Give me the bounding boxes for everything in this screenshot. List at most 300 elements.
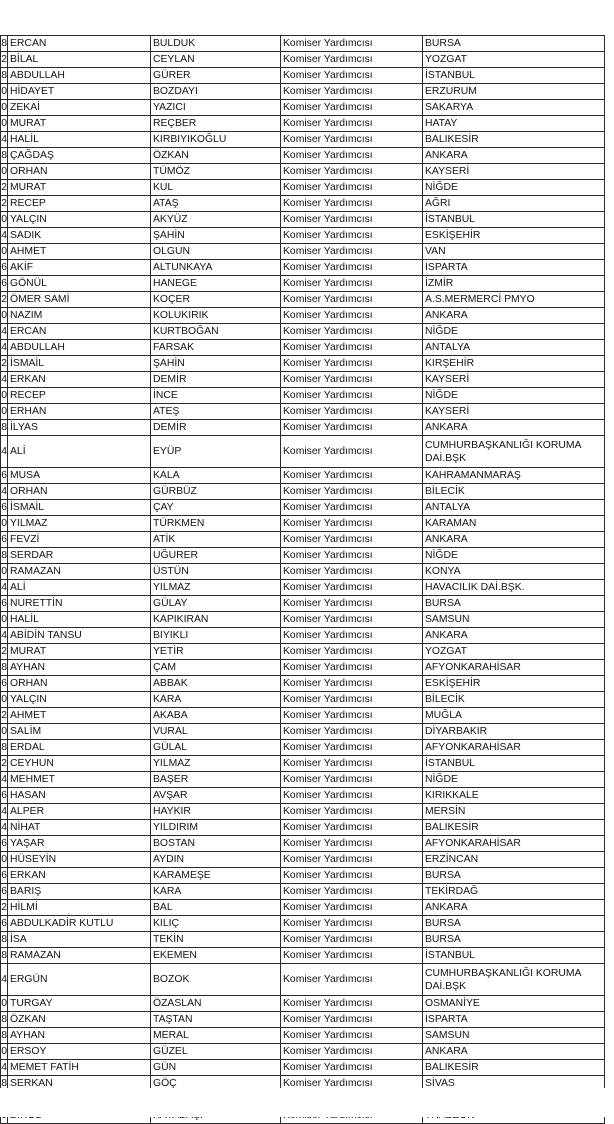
first-name-cell: ERDAL <box>8 740 151 756</box>
rank-cell: Komiser Yardımcısı <box>281 196 423 212</box>
assignment-cell: BİLECİK <box>423 484 605 500</box>
surname-cell: GÜZEL <box>151 1044 281 1060</box>
rank-cell: Komiser Yardımcısı <box>281 388 423 404</box>
rank-cell: Komiser Yardımcısı <box>281 932 423 948</box>
first-name-cell: İSA <box>8 932 151 948</box>
first-name-cell: ABDULKADİR KUTLU <box>8 916 151 932</box>
row-number-cell: 0 <box>1 692 8 708</box>
first-name-cell: İSMAİL <box>8 356 151 372</box>
table-row <box>1 100 605 116</box>
personnel-table <box>0 35 605 1124</box>
surname-cell: KILIÇ <box>151 916 281 932</box>
row-number-cell: 2 <box>1 900 8 916</box>
row-number-cell: 2 <box>1 52 8 68</box>
first-name-cell: ABDULLAH <box>8 340 151 356</box>
first-name-cell: RAMAZAN <box>8 564 151 580</box>
surname-cell: GÜRER <box>151 68 281 84</box>
rank-cell: Komiser Yardımcısı <box>281 308 423 324</box>
assignment-cell: İSTANBUL <box>423 756 605 772</box>
row-number-cell: 4 <box>1 964 8 996</box>
assignment-cell: ESKİŞEHİR <box>423 228 605 244</box>
assignment-cell: ANKARA <box>423 900 605 916</box>
surname-cell: AVŞAR <box>151 788 281 804</box>
row-number-cell: 2 <box>1 756 8 772</box>
rank-cell: Komiser Yardımcısı <box>281 1076 423 1092</box>
row-number-cell: 0 <box>1 724 8 740</box>
rank-cell: Komiser Yardımcısı <box>281 404 423 420</box>
row-number-cell: 4 <box>1 436 8 468</box>
table-row <box>1 740 605 756</box>
assignment-cell: KAYSERİ <box>423 372 605 388</box>
row-number-cell: 6 <box>1 532 8 548</box>
assignment-cell: ANTALYA <box>423 500 605 516</box>
table-row <box>1 756 605 772</box>
first-name-cell: NAZIM <box>8 308 151 324</box>
table-row <box>1 996 605 1012</box>
row-number-cell: 2 <box>1 196 8 212</box>
assignment-cell: İSTANBUL <box>423 212 605 228</box>
assignment-cell: İSTANBUL <box>423 68 605 84</box>
table-row <box>1 1028 605 1044</box>
table-row <box>1 276 605 292</box>
rank-cell: Komiser Yardımcısı <box>281 244 423 260</box>
rank-cell: Komiser Yardımcısı <box>281 948 423 964</box>
row-number-cell: 8 <box>1 740 8 756</box>
table-row <box>1 324 605 340</box>
row-number-cell: 2 <box>1 356 8 372</box>
row-number-cell: 2 <box>1 180 8 196</box>
first-name-cell: FEVZİ <box>8 532 151 548</box>
rank-cell: Komiser Yardımcısı <box>281 756 423 772</box>
table-row <box>1 948 605 964</box>
surname-cell: TÜMÖZ <box>151 164 281 180</box>
first-name-cell: AYHAN <box>8 1028 151 1044</box>
assignment-cell: YOZGAT <box>423 52 605 68</box>
rank-cell: Komiser Yardımcısı <box>281 436 423 468</box>
first-name-cell: AYHAN <box>8 660 151 676</box>
surname-cell: BOZOK <box>151 964 281 996</box>
row-number-cell: 6 <box>1 884 8 900</box>
surname-cell: EKEMEN <box>151 948 281 964</box>
first-name-cell: HALİL <box>8 132 151 148</box>
surname-cell: ŞAHİN <box>151 228 281 244</box>
first-name-cell: ORHAN <box>8 676 151 692</box>
surname-cell: TÜRKMEN <box>151 516 281 532</box>
surname-cell: FARSAK <box>151 340 281 356</box>
first-name-cell: ÖZKAN <box>8 1012 151 1028</box>
row-number-cell: 8 <box>1 148 8 164</box>
table-row <box>1 244 605 260</box>
assignment-cell: ANKARA <box>423 308 605 324</box>
surname-cell: ÖZKAN <box>151 148 281 164</box>
table-row <box>1 804 605 820</box>
table-row <box>1 68 605 84</box>
first-name-cell: ERGÜN <box>8 964 151 996</box>
first-name-cell: HÜSEYİN <box>8 852 151 868</box>
rank-cell: Komiser Yardımcısı <box>281 68 423 84</box>
assignment-cell: VAN <box>423 244 605 260</box>
rank-cell: Komiser Yardımcısı <box>281 868 423 884</box>
assignment-cell: BALIKESİR <box>423 820 605 836</box>
first-name-cell: MEMET FATİH <box>8 1060 151 1076</box>
row-number-cell: 6 <box>1 500 8 516</box>
surname-cell: BOSTAN <box>151 836 281 852</box>
row-number-cell: 6 <box>1 868 8 884</box>
surname-cell: DEMİR <box>151 372 281 388</box>
first-name-cell: HİDAYET <box>8 84 151 100</box>
surname-cell: KUL <box>151 180 281 196</box>
first-name-cell: HİLMİ <box>8 900 151 916</box>
assignment-cell: SİVAS <box>423 1076 605 1092</box>
rank-cell: Komiser Yardımcısı <box>281 628 423 644</box>
row-number-cell: 8 <box>1 548 8 564</box>
first-name-cell: ERSOY <box>8 1044 151 1060</box>
rank-cell: Komiser Yardımcısı <box>281 612 423 628</box>
rank-cell: Komiser Yardımcısı <box>281 1028 423 1044</box>
surname-cell: YILMAZ <box>151 580 281 596</box>
table-row <box>1 500 605 516</box>
row-number-cell: 8 <box>1 1028 8 1044</box>
first-name-cell: BİLAL <box>8 52 151 68</box>
row-number-cell: 0 <box>1 1044 8 1060</box>
rank-cell: Komiser Yardımcısı <box>281 356 423 372</box>
first-name-cell: RECEP <box>8 196 151 212</box>
rank-cell: Komiser Yardımcısı <box>281 1012 423 1028</box>
assignment-cell: A.S.MERMERCİ PMYO <box>423 292 605 308</box>
table-row <box>1 932 605 948</box>
assignment-cell: AFYONKARAHİSAR <box>423 660 605 676</box>
table-row <box>1 260 605 276</box>
surname-cell: YILMAZ <box>151 756 281 772</box>
table-row <box>1 676 605 692</box>
rank-cell: Komiser Yardımcısı <box>281 580 423 596</box>
row-number-cell: 0 <box>1 212 8 228</box>
first-name-cell: YAŞAR <box>8 836 151 852</box>
assignment-cell: DİYARBAKIR <box>423 724 605 740</box>
first-name-cell: ERKAN <box>8 372 151 388</box>
surname-cell: REÇBER <box>151 116 281 132</box>
surname-cell: AYDIN <box>151 852 281 868</box>
assignment-cell: BURSA <box>423 868 605 884</box>
table-row <box>1 660 605 676</box>
first-name-cell: ERHAN <box>8 404 151 420</box>
table-row <box>1 612 605 628</box>
first-name-cell: ALPER <box>8 804 151 820</box>
first-name-cell: YALÇIN <box>8 692 151 708</box>
surname-cell: GÜLAL <box>151 740 281 756</box>
table-row <box>1 420 605 436</box>
surname-cell: OLGUN <box>151 244 281 260</box>
surname-cell: TEKİN <box>151 932 281 948</box>
table-row <box>1 164 605 180</box>
surname-cell: ALTUNKAYA <box>151 260 281 276</box>
row-number-cell: 4 <box>1 372 8 388</box>
row-number-cell: 0 <box>1 116 8 132</box>
row-number-cell: 0 <box>1 404 8 420</box>
first-name-cell: HALİL <box>8 612 151 628</box>
rank-cell: Komiser Yardımcısı <box>281 148 423 164</box>
assignment-cell: ANKARA <box>423 420 605 436</box>
surname-cell: YAZICI <box>151 100 281 116</box>
table-row <box>1 628 605 644</box>
assignment-cell: ISPARTA <box>423 1012 605 1028</box>
assignment-cell: CUMHURBAŞKANLIĞI KORUMA DAİ.BŞK <box>423 436 605 468</box>
table-row <box>1 436 605 468</box>
surname-cell: DEMİR <box>151 420 281 436</box>
row-number-cell: 6 <box>1 836 8 852</box>
assignment-cell: MERSİN <box>423 804 605 820</box>
table-row <box>1 388 605 404</box>
first-name-cell: ERKAN <box>8 868 151 884</box>
first-name-cell: NURETTİN <box>8 596 151 612</box>
table-row <box>1 468 605 484</box>
rank-cell: Komiser Yardımcısı <box>281 36 423 52</box>
surname-cell: İNCE <box>151 388 281 404</box>
assignment-cell: YOZGAT <box>423 644 605 660</box>
assignment-cell: NİĞDE <box>423 548 605 564</box>
row-number-cell: 4 <box>1 628 8 644</box>
assignment-cell: AĞRI <box>423 196 605 212</box>
table-row <box>1 532 605 548</box>
rank-cell: Komiser Yardımcısı <box>281 676 423 692</box>
surname-cell: ÖZASLAN <box>151 996 281 1012</box>
row-number-cell: 0 <box>1 516 8 532</box>
surname-cell: MERAL <box>151 1028 281 1044</box>
rank-cell: Komiser Yardımcısı <box>281 180 423 196</box>
assignment-cell: BALIKESİR <box>423 132 605 148</box>
assignment-cell: KARAMAN <box>423 516 605 532</box>
table-row <box>1 868 605 884</box>
table-row <box>1 196 605 212</box>
table-row <box>1 212 605 228</box>
surname-cell: VURAL <box>151 724 281 740</box>
first-name-cell: ZEKAİ <box>8 100 151 116</box>
rank-cell: Komiser Yardımcısı <box>281 228 423 244</box>
rank-cell: Komiser Yardımcısı <box>281 852 423 868</box>
table-row <box>1 852 605 868</box>
row-number-cell: 4 <box>1 324 8 340</box>
row-number-cell: 8 <box>1 1012 8 1028</box>
row-number-cell: 2 <box>1 708 8 724</box>
row-number-cell: 4 <box>1 804 8 820</box>
table-row <box>1 340 605 356</box>
rank-cell: Komiser Yardımcısı <box>281 532 423 548</box>
assignment-cell: HATAY <box>423 116 605 132</box>
surname-cell: GÖÇ <box>151 1076 281 1092</box>
first-name-cell: ORHAN <box>8 484 151 500</box>
assignment-cell: BURSA <box>423 36 605 52</box>
surname-cell: ABBAK <box>151 676 281 692</box>
first-name-cell: SADIK <box>8 228 151 244</box>
surname-cell: UĞURER <box>151 548 281 564</box>
row-number-cell: 6 <box>1 468 8 484</box>
assignment-cell: SAMSUN <box>423 1028 605 1044</box>
row-number-cell: 6 <box>1 260 8 276</box>
first-name-cell: AKİF <box>8 260 151 276</box>
assignment-cell: NİĞDE <box>423 772 605 788</box>
assignment-cell: BURSA <box>423 916 605 932</box>
row-number-cell: 0 <box>1 100 8 116</box>
table-row <box>1 708 605 724</box>
table-row <box>1 836 605 852</box>
table-row <box>1 564 605 580</box>
row-number-cell: 2 <box>1 292 8 308</box>
rank-cell: Komiser Yardımcısı <box>281 708 423 724</box>
rank-cell: Komiser Yardımcısı <box>281 660 423 676</box>
surname-cell: BAL <box>151 900 281 916</box>
assignment-cell: ANKARA <box>423 628 605 644</box>
table-row <box>1 132 605 148</box>
surname-cell: GÜRBÜZ <box>151 484 281 500</box>
rank-cell: Komiser Yardımcısı <box>281 468 423 484</box>
first-name-cell: SERKAN <box>8 1076 151 1092</box>
rank-cell: Komiser Yardımcısı <box>281 644 423 660</box>
row-number-cell: 4 <box>1 228 8 244</box>
first-name-cell: MURAT <box>8 180 151 196</box>
row-number-cell: 4 <box>1 1060 8 1076</box>
surname-cell: KURTBOĞAN <box>151 324 281 340</box>
table-row <box>1 644 605 660</box>
first-name-cell: TURGAY <box>8 996 151 1012</box>
first-name-cell: İSMAİL <box>8 500 151 516</box>
table-row <box>1 548 605 564</box>
row-number-cell: 6 <box>1 916 8 932</box>
row-number-cell: 0 <box>1 164 8 180</box>
surname-cell: AKYÜZ <box>151 212 281 228</box>
first-name-cell: ÖMER SAMİ <box>8 292 151 308</box>
row-number-cell: 4 <box>1 580 8 596</box>
first-name-cell: SERDAR <box>8 548 151 564</box>
row-number-cell: 6 <box>1 676 8 692</box>
first-name-cell: YALÇIN <box>8 212 151 228</box>
table-row <box>1 84 605 100</box>
first-name-cell: ABİDİN TANSU <box>8 628 151 644</box>
table-row <box>1 788 605 804</box>
rank-cell: Komiser Yardımcısı <box>281 740 423 756</box>
rank-cell: Komiser Yardımcısı <box>281 820 423 836</box>
surname-cell: BULDUK <box>151 36 281 52</box>
assignment-cell: TEKİRDAĞ <box>423 884 605 900</box>
table-row <box>1 580 605 596</box>
row-number-cell: 4 <box>1 772 8 788</box>
rank-cell: Komiser Yardımcısı <box>281 340 423 356</box>
table-row <box>1 116 605 132</box>
assignment-cell: BURSA <box>423 596 605 612</box>
assignment-cell: OSMANİYE <box>423 996 605 1012</box>
assignment-cell: SAKARYA <box>423 100 605 116</box>
first-name-cell: RECEP <box>8 388 151 404</box>
assignment-cell: ESKİŞEHİR <box>423 676 605 692</box>
surname-cell: EYÜP <box>151 436 281 468</box>
first-name-cell: MURAT <box>8 116 151 132</box>
first-name-cell: MURAT <box>8 644 151 660</box>
assignment-cell: MUĞLA <box>423 708 605 724</box>
assignment-cell: KAYSERİ <box>423 164 605 180</box>
rank-cell: Komiser Yardımcısı <box>281 836 423 852</box>
row-number-cell: 0 <box>1 852 8 868</box>
first-name-cell: MUSA <box>8 468 151 484</box>
surname-cell: KIRBIYIKOĞLU <box>151 132 281 148</box>
rank-cell: Komiser Yardımcısı <box>281 324 423 340</box>
table-row <box>1 884 605 900</box>
assignment-cell: BİLECİK <box>423 692 605 708</box>
table-row <box>1 1060 605 1076</box>
surname-cell: YILDIRIM <box>151 820 281 836</box>
surname-cell: TAŞTAN <box>151 1012 281 1028</box>
surname-cell: AKABA <box>151 708 281 724</box>
table-row <box>1 596 605 612</box>
assignment-cell: AFYONKARAHİSAR <box>423 740 605 756</box>
assignment-cell: KIRIKKALE <box>423 788 605 804</box>
first-name-cell: BARIŞ <box>8 884 151 900</box>
table-row <box>1 820 605 836</box>
row-number-cell: 2 <box>1 644 8 660</box>
table-row <box>1 724 605 740</box>
first-name-cell: GÖNÜL <box>8 276 151 292</box>
rank-cell: Komiser Yardımcısı <box>281 916 423 932</box>
table-row <box>1 180 605 196</box>
rank-cell: Komiser Yardımcısı <box>281 964 423 996</box>
rank-cell: Komiser Yardımcısı <box>281 52 423 68</box>
first-name-cell: ÇAĞDAŞ <box>8 148 151 164</box>
rank-cell: Komiser Yardımcısı <box>281 900 423 916</box>
row-number-cell: 0 <box>1 84 8 100</box>
rank-cell: Komiser Yardımcısı <box>281 500 423 516</box>
surname-cell: KARA <box>151 692 281 708</box>
assignment-cell: İSTANBUL <box>423 948 605 964</box>
assignment-cell: AFYONKARAHİSAR <box>423 836 605 852</box>
table-row <box>1 516 605 532</box>
personnel-table-body <box>1 36 605 1124</box>
surname-cell: BAŞER <box>151 772 281 788</box>
rank-cell: Komiser Yardımcısı <box>281 292 423 308</box>
first-name-cell: MEHMET <box>8 772 151 788</box>
assignment-cell: ANKARA <box>423 1044 605 1060</box>
row-number-cell: 6 <box>1 276 8 292</box>
assignment-cell: ANTALYA <box>423 340 605 356</box>
first-name-cell: YILMAZ <box>8 516 151 532</box>
surname-cell: BIYIKLI <box>151 628 281 644</box>
surname-cell: ATİK <box>151 532 281 548</box>
rank-cell: Komiser Yardımcısı <box>281 212 423 228</box>
table-row <box>1 372 605 388</box>
row-number-cell: 4 <box>1 484 8 500</box>
assignment-cell: HAVACILIK DAİ.BŞK. <box>423 580 605 596</box>
surname-cell: KOLUKIRIK <box>151 308 281 324</box>
assignment-cell: BALIKESİR <box>423 1060 605 1076</box>
assignment-cell: KAHRAMANMARAŞ <box>423 468 605 484</box>
row-number-cell: 8 <box>1 932 8 948</box>
row-number-cell: 4 <box>1 340 8 356</box>
row-number-cell: 8 <box>1 36 8 52</box>
surname-cell: GÜN <box>151 1060 281 1076</box>
rank-cell: Komiser Yardımcısı <box>281 484 423 500</box>
surname-cell: ATEŞ <box>151 404 281 420</box>
rank-cell: Komiser Yardımcısı <box>281 564 423 580</box>
assignment-cell: ISPARTA <box>423 260 605 276</box>
surname-cell: KARA <box>151 884 281 900</box>
rank-cell: Komiser Yardımcısı <box>281 84 423 100</box>
table-row <box>1 228 605 244</box>
row-number-cell: 8 <box>1 1076 8 1092</box>
first-name-cell: HASAN <box>8 788 151 804</box>
assignment-cell: KAYSERİ <box>423 404 605 420</box>
first-name-cell: ALİ <box>8 580 151 596</box>
first-name-cell: İLYAS <box>8 420 151 436</box>
assignment-cell: KIRŞEHİR <box>423 356 605 372</box>
table-row <box>1 292 605 308</box>
rank-cell: Komiser Yardımcısı <box>281 804 423 820</box>
